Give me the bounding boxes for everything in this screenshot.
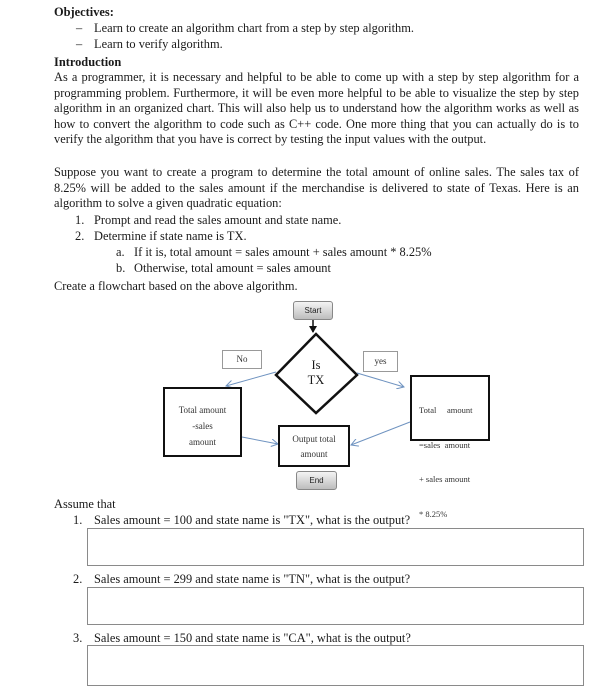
box-line: amount (189, 437, 216, 447)
question-number: 1. (73, 513, 83, 527)
yes-to-output-arrow (351, 422, 410, 445)
assume-heading: Assume that (54, 497, 116, 511)
substep-letter: a. (116, 245, 125, 259)
question-number: 2. (73, 572, 83, 586)
bullet-dash: – (76, 21, 83, 35)
box-line: =sales amount (419, 439, 471, 450)
box-line: Total amount (178, 405, 227, 415)
no-label: No (222, 350, 262, 369)
no-arrow (226, 372, 276, 386)
question-number: 3. (73, 631, 83, 645)
decision-line-1: Is (311, 358, 321, 372)
yes-branch-process-box (410, 375, 490, 519)
box-line: Total amount (419, 405, 473, 415)
introduction-heading: Introduction (54, 55, 122, 69)
question-text: Sales amount = 150 and state name is "CA", what is the output? (94, 631, 411, 645)
bullet-dash: – (76, 37, 83, 51)
answer-box-2[interactable] (87, 587, 584, 625)
box-line: + sales amount (419, 474, 471, 484)
no-branch-process-box (163, 387, 242, 457)
introduction-paragraph: As a programmer, it is necessary and helpful to be able to come up with a step by step algorithm for a programming problem. Furthermore, it will be even more helpful to be able to visualize the step by step algorithm in an organized chart. This will also help us to understand how the algorithm works as well as how to convert the algorithm to code such as C++ code. One more thing that you can actually do is to verify the algorithm that you have is correct by testing the input values with the output. (54, 70, 579, 147)
box-line: Output total (292, 434, 336, 444)
no-to-output-arrow (242, 437, 278, 444)
objective-item: Learn to verify algorithm. (94, 37, 223, 51)
decision-line-2: TX (307, 373, 325, 387)
step-text: Determine if state name is TX. (94, 229, 247, 243)
substep-text: If it is, total amount = sales amount + sales amount * 8.25% (134, 245, 432, 259)
problem-paragraph: Suppose you want to create a program to determine the total amount of online sales. The sales tax of 8.25% will be added to the sales amount if the merchandise is delivered to state of Texas. Here is an algorithm to solve a given quadratic equation: (54, 165, 579, 211)
box-line: * 8.25% (419, 508, 448, 519)
output-box (278, 425, 350, 467)
objective-item: Learn to create an algorithm chart from a step by step algorithm. (94, 21, 414, 35)
start-terminal: Start (293, 301, 333, 320)
question-text: Sales amount = 100 and state name is "TX", what is the output? (94, 513, 411, 527)
substep-text: Otherwise, total amount = sales amount (134, 261, 331, 275)
box-line: amount (300, 449, 328, 459)
substep-letter: b. (116, 261, 126, 275)
objectives-heading: Objectives: (54, 5, 114, 19)
step-number: 2. (75, 229, 85, 243)
decision-text (296, 358, 336, 388)
answer-box-1[interactable] (87, 528, 584, 566)
end-terminal: End (296, 471, 337, 490)
yes-arrow (357, 373, 404, 387)
step-text: Prompt and read the sales amount and state name. (94, 213, 342, 227)
answer-box-3[interactable] (87, 645, 584, 686)
step-number: 1. (75, 213, 85, 227)
box-line: -sales (192, 421, 213, 431)
question-text: Sales amount = 299 and state name is "TN", what is the output? (94, 572, 411, 586)
flowchart-instruction: Create a flowchart based on the above algorithm. (54, 279, 298, 293)
yes-label: yes (363, 351, 398, 372)
